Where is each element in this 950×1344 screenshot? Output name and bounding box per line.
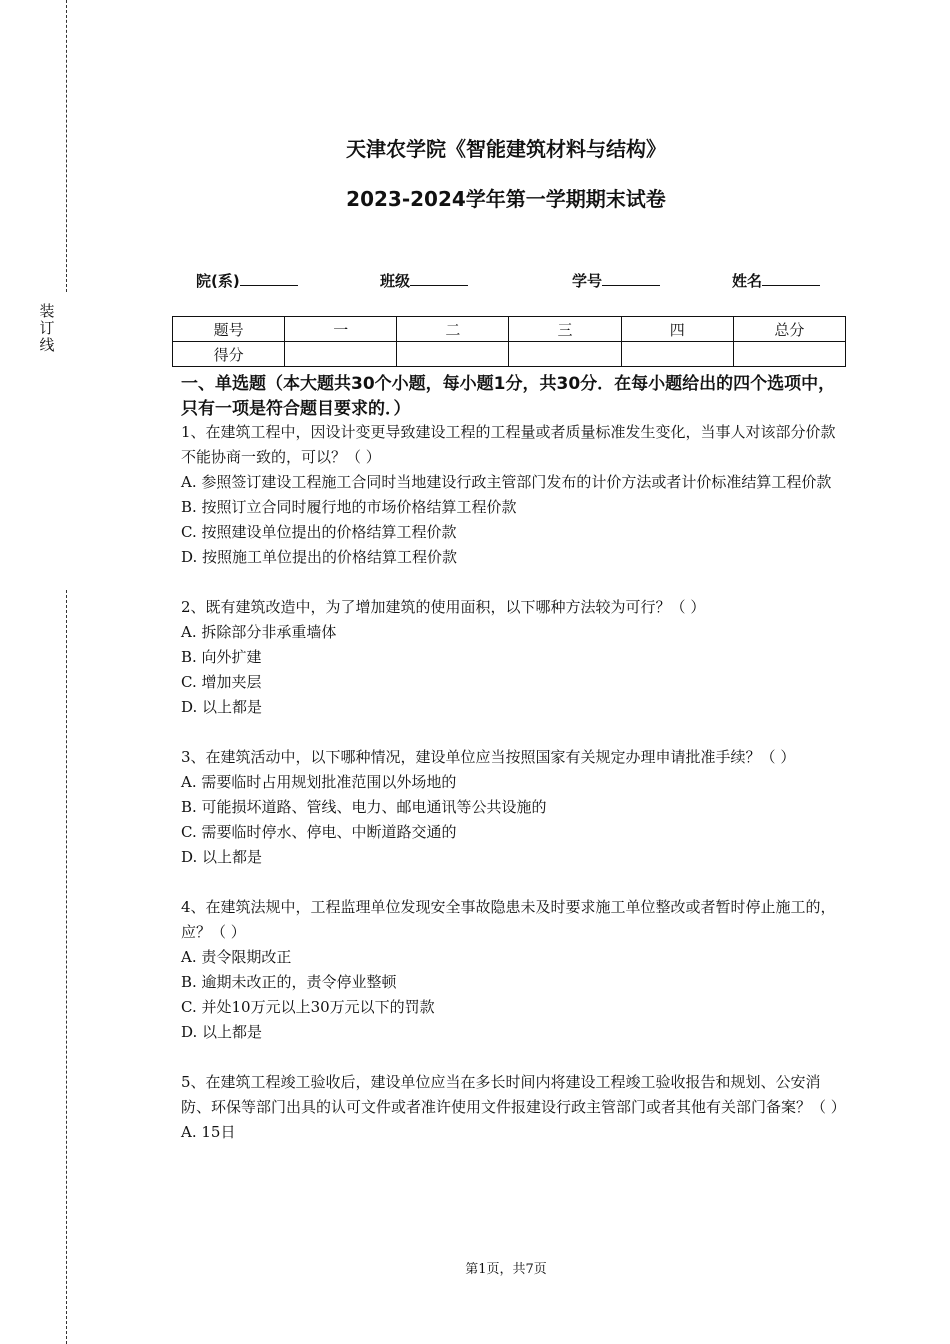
question-stem: 4、在建筑法规中，工程监理单位发现安全事故隐患未及时要求施工单位整改或者暂时停止施工的，应？（ ）	[181, 898, 836, 941]
question-stem: 1、在建筑工程中，因设计变更导致建设工程的工程量或者质量标准发生变化，当事人对该部分价款不能协商一致的，可以？（ ）	[181, 423, 836, 466]
score-input-cell[interactable]	[285, 342, 397, 367]
score-cell: 得分	[173, 342, 285, 367]
score-cell: 一	[285, 317, 397, 342]
option: A. 参照签订建设工程施工合同时当地建设行政主管部门发布的计价方法或者计价标准结算工程价款	[181, 473, 832, 491]
question-stem: 5、在建筑工程竣工验收后，建设单位应当在多长时间内将建设工程竣工验收报告和规划、公安消防、环保等部门出具的认可文件或者准许使用文件报建设行政主管部门或者其他有关部门备案？（ ）	[181, 1073, 846, 1116]
option: D. 按照施工单位提出的价格结算工程价款	[181, 548, 458, 566]
score-input-cell[interactable]	[733, 342, 845, 367]
score-table-header-row	[173, 317, 846, 342]
binding-line-bottom	[66, 590, 67, 1344]
score-input-cell[interactable]	[509, 342, 621, 367]
page-footer: 第1页，共7页	[465, 1262, 547, 1277]
info-field-class[interactable]: 班级	[380, 270, 468, 291]
score-cell: 二	[397, 317, 509, 342]
option: C. 增加夹层	[181, 673, 262, 691]
option: A. 责令限期改正	[181, 948, 292, 966]
question-stem: 3、在建筑活动中，以下哪种情况，建设单位应当按照国家有关规定办理申请批准手续？（ ）	[181, 748, 796, 766]
option: C. 按照建设单位提出的价格结算工程价款	[181, 523, 457, 541]
exam-subtitle: 2023-2024学年第一学期期末试卷	[346, 187, 666, 211]
option: A. 15日	[181, 1123, 236, 1141]
questions-list	[181, 420, 846, 1145]
option: B. 逾期未改正的，责令停业整顿	[181, 973, 397, 991]
option: A. 需要临时占用规划批准范围以外场地的	[181, 773, 457, 791]
option: D. 以上都是	[181, 848, 263, 866]
exam-title: 天津农学院《智能建筑材料与结构》	[346, 137, 666, 161]
score-cell: 总分	[733, 317, 845, 342]
option: B. 向外扩建	[181, 648, 262, 666]
option: B. 按照订立合同时履行地的市场价格结算工程价款	[181, 498, 517, 516]
score-cell: 三	[509, 317, 621, 342]
score-cell: 四	[621, 317, 733, 342]
info-field-name[interactable]: 姓名	[732, 270, 820, 291]
option: D. 以上都是	[181, 1023, 263, 1041]
option: D. 以上都是	[181, 698, 263, 716]
question-stem: 2、既有建筑改造中，为了增加建筑的使用面积，以下哪种方法较为可行？（ ）	[181, 598, 706, 616]
info-field-department[interactable]: 院(系)	[196, 270, 298, 291]
option: C. 需要临时停水、停电、中断道路交通的	[181, 823, 457, 841]
binding-label: 装订线	[39, 302, 55, 354]
score-input-cell[interactable]	[397, 342, 509, 367]
score-table-score-row	[173, 342, 846, 367]
option: A. 拆除部分非承重墙体	[181, 623, 337, 641]
score-table	[172, 316, 846, 367]
info-field-student-id[interactable]: 学号	[572, 270, 660, 291]
option: C. 并处10万元以上30万元以下的罚款	[181, 998, 435, 1016]
score-input-cell[interactable]	[621, 342, 733, 367]
section-heading: 一、单选题（本大题共30个小题，每小题1分，共30分．在每小题给出的四个选项中，只有一项是符合题目要求的．）	[181, 374, 836, 419]
score-cell: 题号	[173, 317, 285, 342]
option: B. 可能损坏道路、管线、电力、邮电通讯等公共设施的	[181, 798, 547, 816]
